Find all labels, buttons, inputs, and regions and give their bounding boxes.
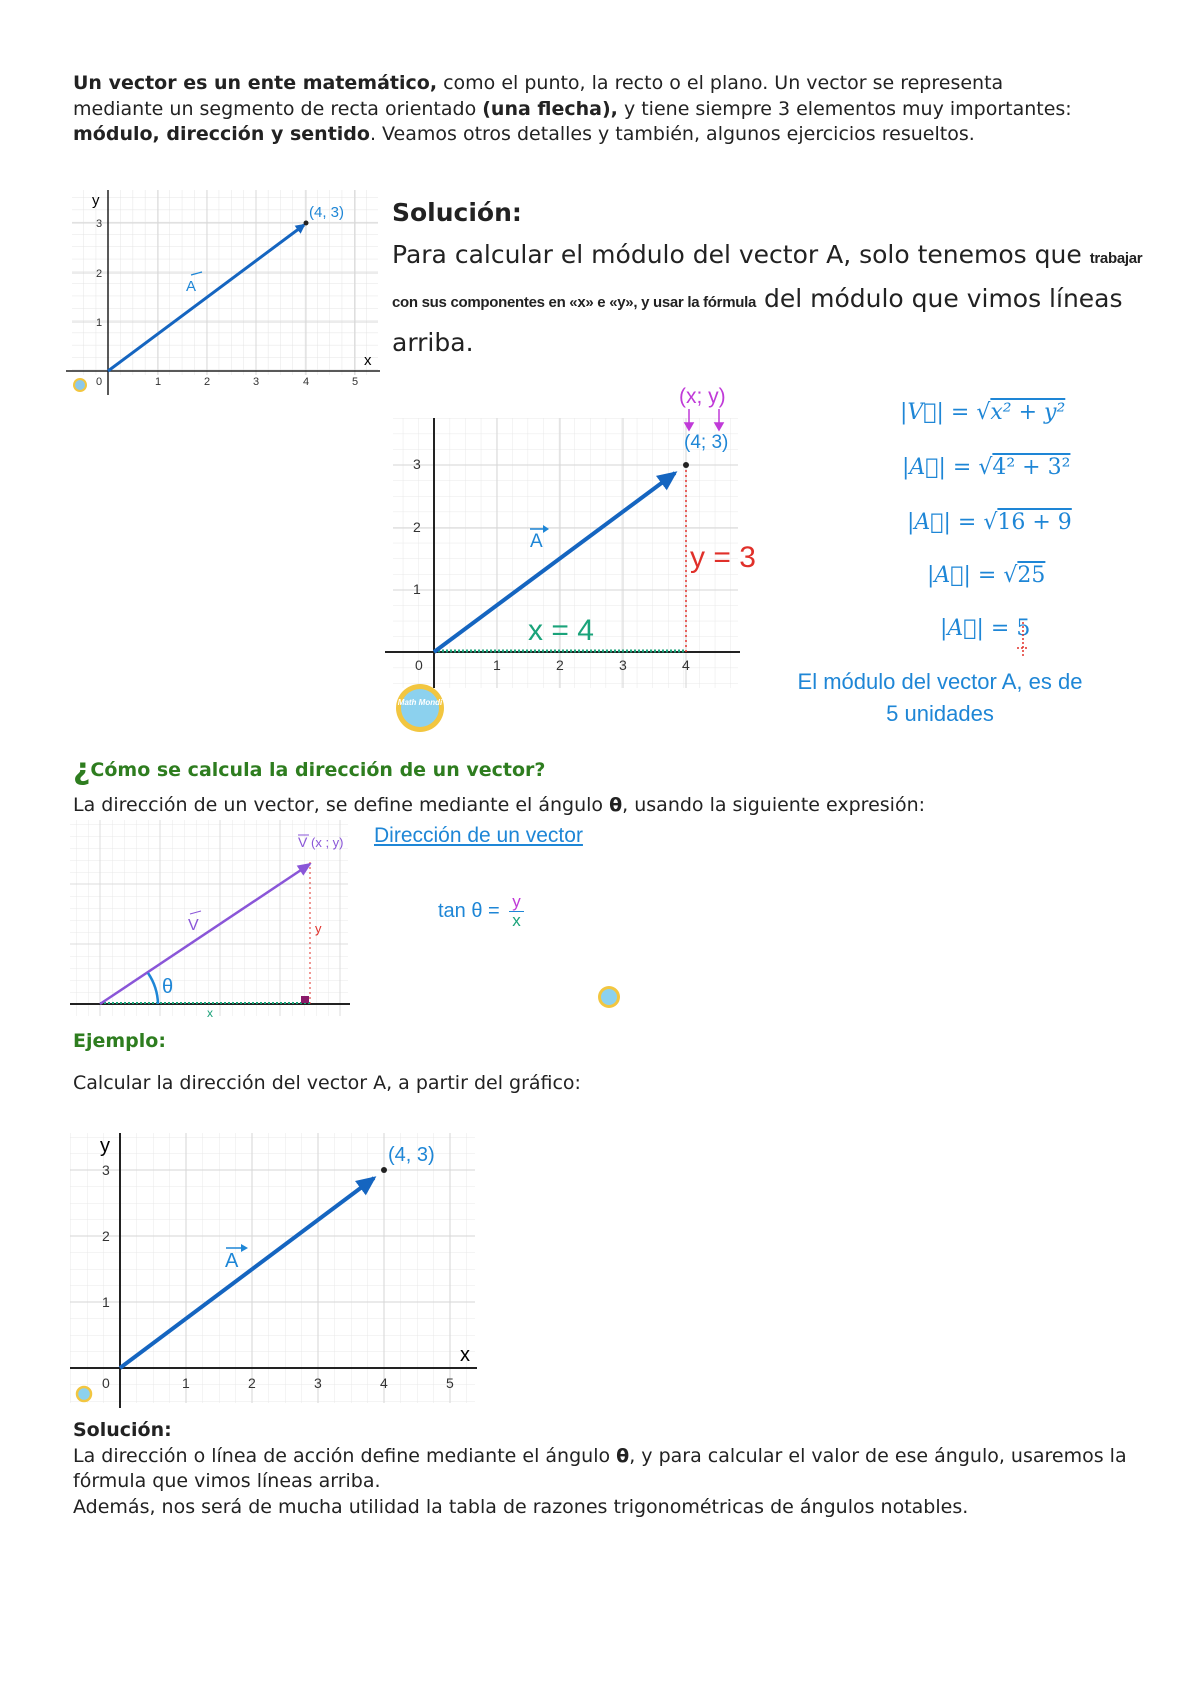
x-tick: 0: [415, 657, 423, 673]
svg-text:Math Mondi: Math Mondi: [397, 698, 443, 707]
x-tick: 3: [314, 1375, 322, 1391]
logo-icon: [74, 379, 86, 391]
x-tick: 3: [253, 376, 260, 388]
vector-graph-2: [385, 383, 775, 738]
formula-3: |A⃗| = √16 + 9: [907, 510, 1072, 535]
intro-bold-1: Un vector es un ente matemático,: [73, 72, 438, 94]
module-conclusion: El módulo del vector A, es de 5 unidades: [797, 669, 1083, 726]
formula-2: |A⃗| = √4² + 3²: [902, 455, 1071, 480]
math-mondi-logo: [396, 684, 444, 732]
vector-endpoint: [683, 462, 689, 468]
logo-icon: [596, 984, 622, 1010]
direction-diagram-title: Dirección de un vector: [374, 824, 583, 847]
intro-bold-3: módulo, dirección y sentido: [73, 123, 370, 145]
vector-graph-1: [66, 185, 386, 395]
x-tick: 4: [380, 1375, 388, 1391]
tan-formula: tan θ = $\frac{y}{x}$: [438, 893, 524, 930]
direction-text: La dirección de un vector, se define mediante el ángulo θ, usando la siguiente expresión:: [73, 794, 926, 816]
point-label: (4, 3): [388, 1144, 435, 1166]
vector-point-label: (x ; y): [311, 835, 344, 850]
y-tick: 3: [96, 218, 103, 230]
x-tick: 1: [182, 1375, 190, 1391]
formula-1: |V⃗| = √x² + y²: [900, 400, 1066, 425]
formula-5: |A⃗| = 5: [940, 616, 1031, 641]
y-tick: 2: [102, 1228, 110, 1244]
vector-label: A: [530, 531, 543, 552]
angle-label: θ: [162, 976, 174, 998]
x-axis-label: x: [364, 352, 372, 369]
y-tick: 2: [413, 519, 421, 535]
logo-icon: [77, 1387, 91, 1401]
y-tick: 3: [413, 456, 421, 472]
x-tick: 1: [155, 376, 162, 388]
x-tick: 4: [682, 657, 690, 673]
solution-text: Para calcular el módulo del vector A, solo tenemos que trabajar con sus componentes en «x» e «y», y usar la fórmula del módulo que vimos líneas arriba.: [392, 240, 1143, 357]
vector-graph-3: [70, 1128, 480, 1413]
x-label: x: [207, 1006, 213, 1020]
y-tick: 1: [96, 317, 103, 329]
x-tick: 2: [204, 376, 211, 388]
vector-endpoint: [381, 1167, 387, 1173]
highlight-mark: [1015, 620, 1029, 660]
x-tick: 0: [96, 376, 103, 388]
point-label: (4, 3): [309, 204, 345, 221]
x-tick: 2: [556, 657, 564, 673]
vector-label: A: [225, 1250, 239, 1272]
generic-point-label: (x; y): [679, 385, 726, 408]
x-tick: 2: [248, 1375, 256, 1391]
example-text: Calcular la dirección del vector A, a partir del gráfico:: [73, 1072, 581, 1094]
x-tick: 5: [352, 376, 359, 388]
x-tick: 3: [619, 657, 627, 673]
y-tick: 2: [96, 268, 103, 280]
y-component-label: y = 3: [690, 541, 756, 574]
example-title: Ejemplo:: [73, 1030, 166, 1052]
point-label: (4; 3): [684, 432, 729, 453]
vector-label: V: [188, 917, 199, 934]
formula-4: |A⃗| = √25: [927, 563, 1046, 588]
y-tick: 1: [413, 581, 421, 597]
y-axis-label: y: [92, 192, 100, 209]
y-tick: 1: [102, 1294, 110, 1310]
direction-heading: ¿Cómo se calcula la dirección de un vector?: [73, 752, 546, 787]
x-tick: 0: [102, 1375, 110, 1391]
y-axis-label: y: [100, 1135, 110, 1157]
x-axis-label: x: [460, 1344, 470, 1366]
vector-label: A: [186, 278, 197, 295]
x-tick: 4: [303, 376, 310, 388]
y-tick: 3: [102, 1162, 110, 1178]
intro-bold-2: (una flecha),: [482, 97, 618, 120]
intro-paragraph: Un vector es un ente matemático, como el punto, la recto o el plano. Un vector se representa mediante un segmento de recta orientado (una flecha), y tiene siempre 3 elementos muy importantes: módulo, dirección y sentido. Veamos otros detalles y también, algunos ejercicios resueltos.: [73, 72, 1072, 145]
vector-point-label-v: V: [298, 834, 308, 850]
right-angle-marker: [301, 996, 309, 1003]
solution-title: Solución:: [392, 198, 522, 227]
y-label: y: [315, 921, 322, 936]
direction-diagram: [70, 820, 360, 1020]
x-tick: 5: [446, 1375, 454, 1391]
solution-2: Solución: La dirección o línea de acción define mediante el ángulo θ, y para calcular el valor de ese ángulo, usaremos la fórmula que vimos líneas arriba. Además, nos será de mucha utilidad la tabla de razones trigonométricas de ángulos notables.: [73, 1419, 1127, 1518]
vector-endpoint: [304, 221, 309, 226]
x-component-label: x = 4: [528, 614, 594, 647]
x-tick: 1: [493, 657, 501, 673]
